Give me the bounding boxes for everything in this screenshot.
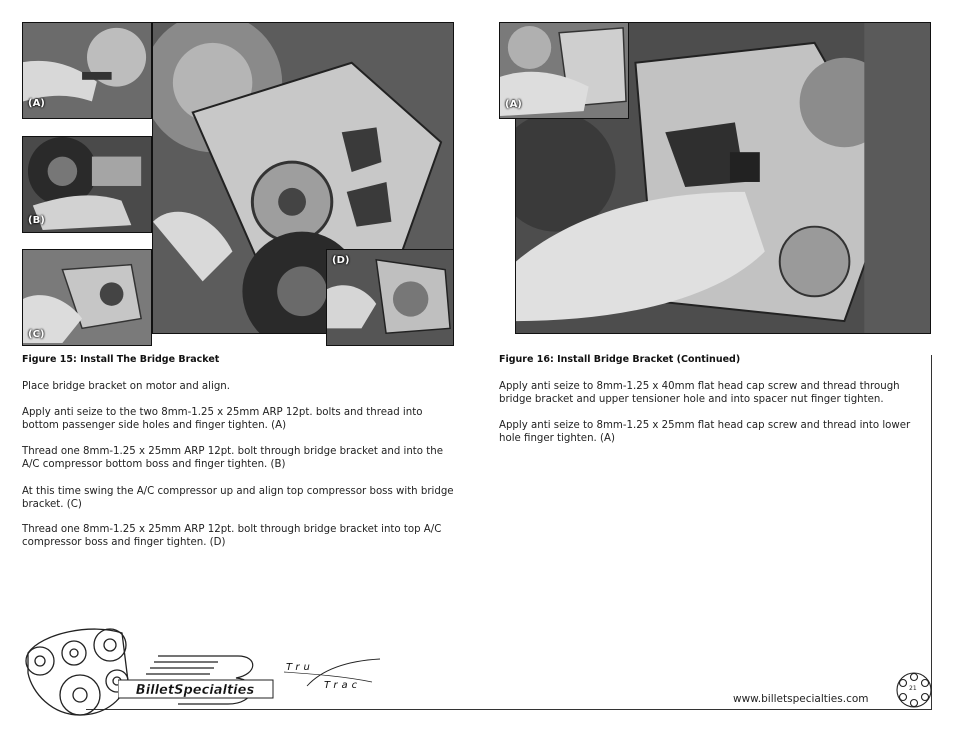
left-paragraph-5: Thread one 8mm-1.25 x 25mm ARP 12pt. bolt through bridge bracket into top A/C compressor boss and finger tighten. (D) [22, 524, 442, 548]
right-paragraph-1: Apply anti seize to 8mm-1.25 x 40mm flat head cap screw and thread through bridge bracket and upper tensioner hole and into spacer nut finger tighten. [499, 381, 900, 405]
left-paragraph-1: Place bridge bracket on motor and align. [22, 381, 230, 392]
page-number: 21 [909, 685, 917, 692]
inset-label-b: (B) [28, 215, 45, 226]
pulley-logo-icon [22, 623, 132, 718]
figure-15-caption: Figure 15: Install The Bridge Bracket [22, 354, 220, 365]
trac-text: Trac [324, 680, 362, 690]
left-paragraph-4: At this time swing the A/C compressor up and align top compressor boss with bridge bracket. (C) [22, 486, 454, 510]
figure-15-inset-c [22, 249, 152, 346]
billet-specialties-wordmark: BilletSpecialties [135, 683, 255, 698]
billet-specialties-logo [118, 652, 276, 710]
figure-16-inset-a [499, 22, 629, 119]
inset-label-c: (C) [28, 329, 45, 340]
figure-15-inset-a [22, 22, 152, 119]
inset-label-right-a: (A) [505, 99, 522, 110]
left-paragraph-3: Thread one 8mm-1.25 x 25mm ARP 12pt. bolt through bridge bracket and into the A/C compressor bottom boss and finger tighten. (B) [22, 446, 443, 470]
right-margin-rule [931, 355, 932, 710]
tru-text: Tru [286, 662, 314, 673]
tru-trac-logo [282, 656, 384, 690]
figure-16-caption: Figure 16: Install Bridge Bracket (Continued) [499, 354, 741, 365]
figure-15-inset-b [22, 136, 152, 233]
left-paragraph-2: Apply anti seize to the two 8mm-1.25 x 25mm ARP 12pt. bolts and thread into bottom passenger side holes and finger tighten. (A) [22, 407, 423, 431]
right-paragraph-2: Apply anti seize to 8mm-1.25 x 25mm flat head cap screw and thread into lower hole finger tighten. (A) [499, 420, 911, 444]
inset-label-d: (D) [332, 255, 350, 266]
figure-15-inset-d [326, 249, 454, 346]
website-url[interactable]: www.billetspecialties.com [733, 693, 869, 705]
inset-label-a: (A) [28, 98, 45, 109]
